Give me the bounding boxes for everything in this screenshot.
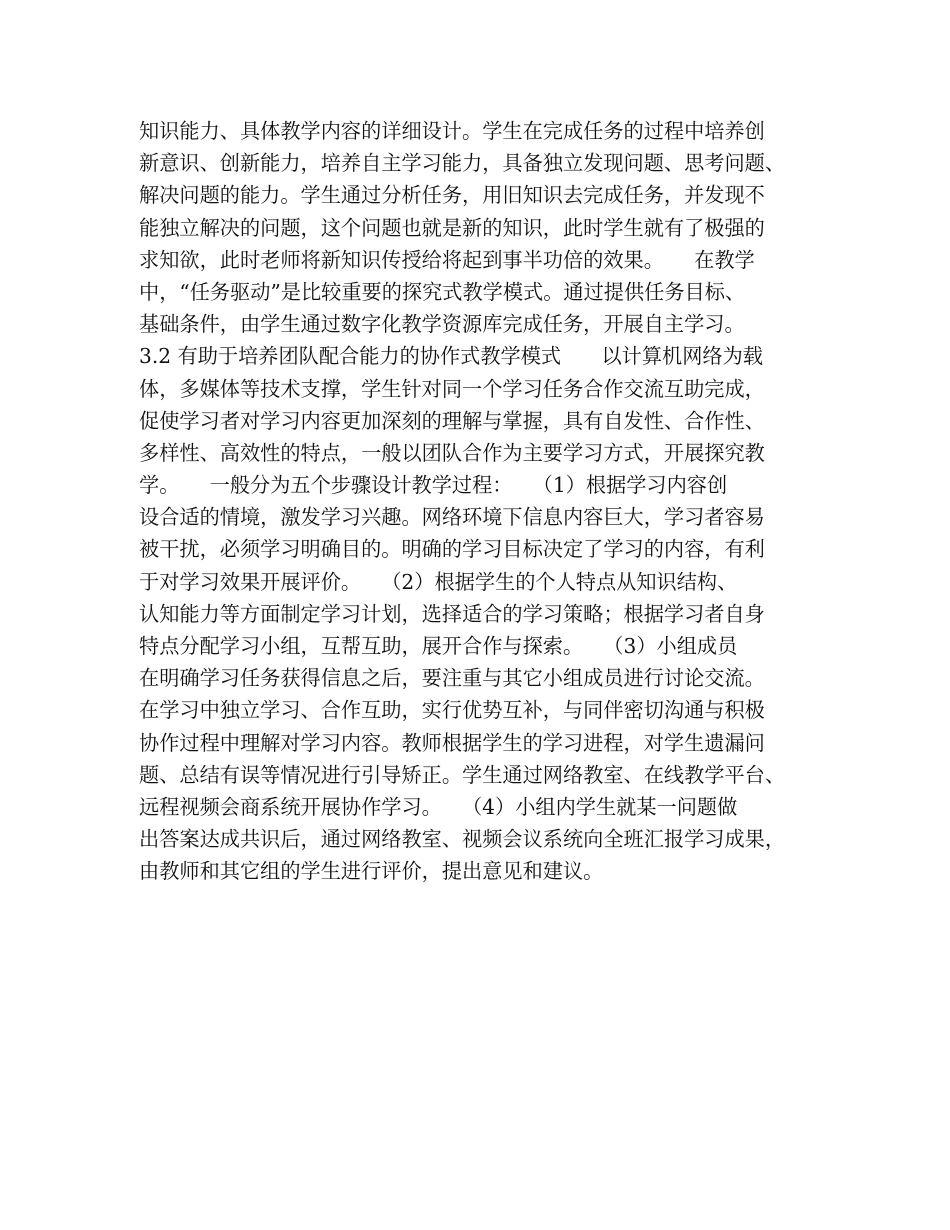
text-line: 题、总结有误等情况进行引导矫正。学生通过网络教室、在线教学平台、 [139,762,786,787]
text-line: 多样性、高效性的特点，一般以团队合作为主要学习方式，开展探究教 [139,440,765,465]
text-line: 新意识、创新能力，培养自主学习能力，具备独立发现问题、思考问题、 [139,151,786,176]
text-line: 在学习中独立学习、合作互助，实行优势互补，与同伴密切沟通与积极 [139,698,765,723]
text-line: 特点分配学习小组，互帮互助，展开合作与探索。 （3）小组成员 [139,634,738,658]
text-line: 解决问题的能力。学生通过分析任务，用旧知识去完成任务，并发现不 [139,183,765,208]
text-line: 于对学习效果开展评价。 （2）根据学生的个人特点从知识结构、 [139,569,738,594]
section-heading-line: 3.2 有助于培养团队配合能力的协作式教学模式 以计算机网络为载 [139,344,763,369]
text-line: 被干扰，必须学习明确目的。明确的学习目标决定了学习的内容，有利 [139,537,765,562]
body-text [139,115,829,888]
text-line: 学。 一般分为五个步骤设计教学过程： （1）根据学习内容创 [139,473,728,498]
text-line: 中，“任务驱动”是比较重要的探究式教学模式。通过提供任务目标、 [139,279,746,304]
text-line: 认知能力等方面制定学习计划，选择适合的学习策略；根据学习者自身 [139,601,765,626]
text-line: 知识能力、具体教学内容的详细设计。学生在完成任务的过程中培养创 [139,119,765,143]
text-line: 远程视频会商系统开展协作学习。 （4）小组内学生就某一问题做 [139,794,738,819]
text-line: 设合适的情境，激发学习兴趣。网络环境下信息内容巨大，学习者容易 [139,505,765,530]
text-line: 协作过程中理解对学习内容。教师根据学生的学习进程，对学生遗漏问 [139,730,765,755]
text-line: 求知欲，此时老师将新知识传授给将起到事半功倍的效果。 在教学 [139,247,755,272]
text-line: 出答案达成共识后，通过网络教室、视频会议系统向全班汇报学习成果， [139,827,786,852]
text-line: 在明确学习任务获得信息之后，要注重与其它小组成员进行讨论交流。 [139,666,765,691]
text-line: 促使学习者对学习内容更加深刻的理解与掌握，具有自发性、合作性、 [139,408,765,433]
text-line: 体，多媒体等技术支撑，学生针对同一个学习任务合作交流互助完成， [139,376,765,401]
text-line: 由教师和其它组的学生进行评价，提出意见和建议。 [139,859,604,884]
text-line: 能独立解决的问题，这个问题也就是新的知识，此时学生就有了极强的 [139,215,765,240]
text-line: 基础条件，由学生通过数字化教学资源库完成任务，开展自主学习。 [139,312,745,337]
